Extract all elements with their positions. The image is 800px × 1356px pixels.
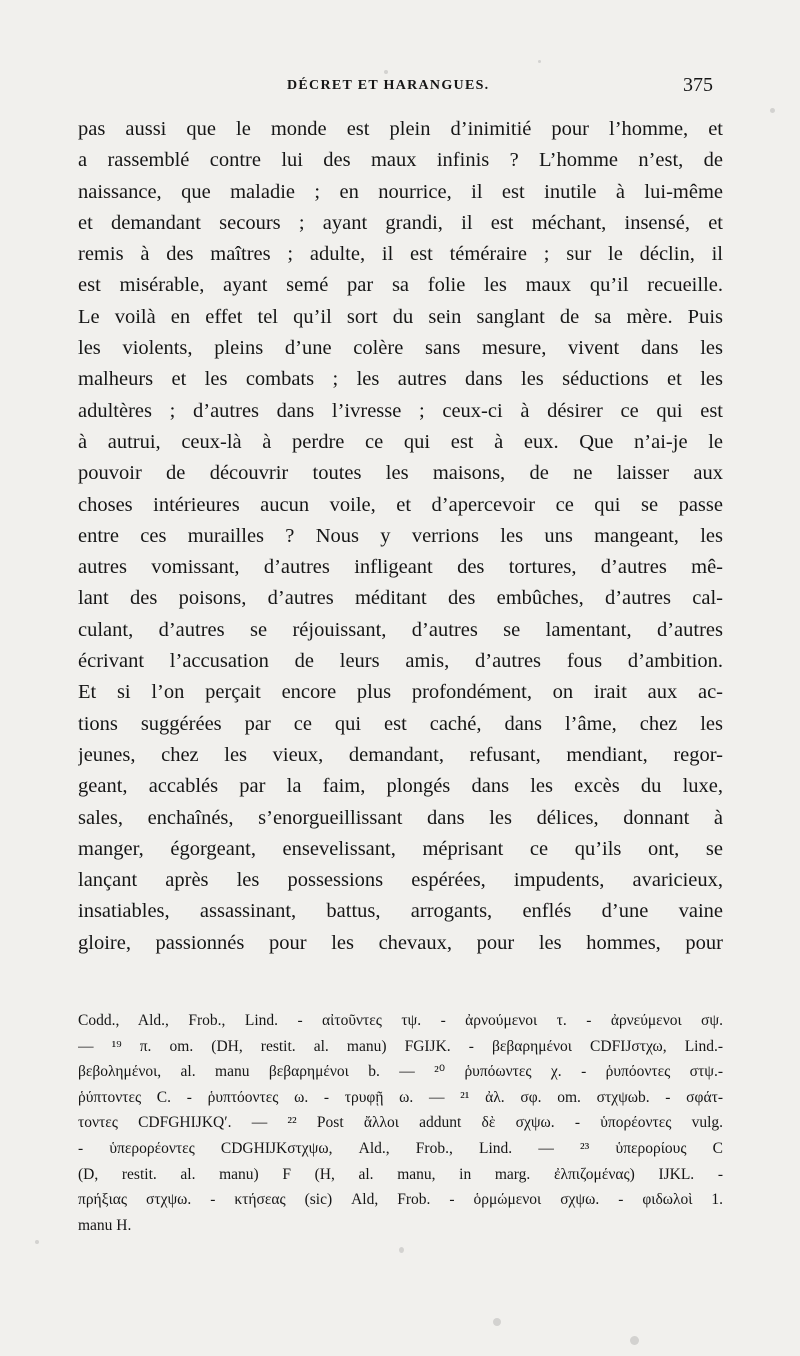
body-line: entre ces murailles ? Nous y verrions les uns mangeant, les <box>78 524 723 547</box>
footnote-line: Codd., Ald., Frob., Lind. - αἰτοῦντες τψ. - ἀρνούμενοι τ. - ἀρνεύμενοι σψ. <box>78 1012 723 1029</box>
body-line: naissance, que maladie ; en nourrice, il est inutile à lui-même <box>78 180 723 203</box>
footnote-line: βεβολημένοι, al. manu βεβαρημένοι b. — ²⁰ ῥυπόωντες χ. - ῥυπόοντες στψ.- <box>78 1063 723 1081</box>
body-text <box>78 114 723 959</box>
footnote-line: (D, restit. al. manu) F (H, al. manu, in marg. ἐλπιζομένας) IJKL. - <box>78 1165 723 1183</box>
body-line: manger, égorgeant, ensevelissant, méprisant ce qu’ils ont, se <box>78 837 723 860</box>
page-number: 375 <box>683 74 713 96</box>
footnote-line: — ¹⁹ π. om. (DH, restit. al. manu) FGIJK. - βεβαρημένοι CDFIJστχω, Lind.- <box>78 1037 723 1055</box>
footnotes <box>78 1008 723 1238</box>
paper-speck <box>493 1318 501 1326</box>
body-line: jeunes, chez les vieux, demandant, refusant, mendiant, regor- <box>78 743 723 766</box>
body-line: les violents, pleins d’une colère sans mesure, vivent dans les <box>78 337 723 360</box>
footnote-line: ῥύπτοντες C. - ῥυπτόοντες ω. - τρυφῇ ω. — ²¹ ἀλ. σφ. om. στχψωb. - σφάτ- <box>78 1088 723 1106</box>
body-line: culant, d’autres se réjouissant, d’autres se lamentant, d’autres <box>78 618 723 641</box>
body-line: insatiables, assassinant, battus, arrogants, enflés d’une vaine <box>78 900 723 923</box>
body-line: pas aussi que le monde est plein d’inimitié pour l’homme, et <box>78 118 723 140</box>
paper-speck <box>35 1240 39 1244</box>
footnote-line: manu H. <box>78 1216 132 1234</box>
body-line: Le voilà en effet tel qu’il sort du sein sanglant de sa mère. Puis <box>78 305 723 328</box>
body-line: tions suggérées par ce qui est caché, dans l’âme, chez les <box>78 712 723 735</box>
body-line: lançant après les possessions espérées, impudents, avaricieux, <box>78 869 723 892</box>
body-line: malheurs et les combats ; les autres dans les séductions et les <box>78 368 723 391</box>
body-line: adultères ; d’autres dans l’ivresse ; ceux-ci à désirer ce qui est <box>78 399 723 422</box>
body-line: Et si l’on perçait encore plus profondément, on irait aux ac- <box>78 681 723 704</box>
body-line: choses intérieures aucun voile, et d’apercevoir ce qui se passe <box>78 493 723 516</box>
body-line: est misérable, ayant semé par sa folie les maux qu’il recueille. <box>78 274 723 297</box>
running-title: DÉCRET ET HARANGUES. <box>287 78 490 93</box>
body-line: sales, enchaînés, s’enorgueillissant dans les délices, donnant à <box>78 806 723 829</box>
body-line: pouvoir de découvrir toutes les maisons, de ne laisser aux <box>78 462 723 485</box>
paper-speck <box>770 108 775 113</box>
body-line: et demandant secours ; ayant grandi, il est méchant, insensé, et <box>78 211 723 234</box>
body-line: remis à des maîtres ; adulte, il est téméraire ; sur le déclin, il <box>78 243 723 266</box>
body-line: autres vomissant, d’autres infligeant des tortures, d’autres mê- <box>78 556 723 579</box>
paper-speck <box>630 1336 639 1345</box>
body-line: a rassemblé contre lui des maux infinis ? L’homme n’est, de <box>78 149 723 172</box>
footnote-line: πρήξιας στχψω. - κτήσεας (sic) Ald, Frob. - ὁρμώμενοι σχψω. - φιδωλοὶ 1. <box>78 1191 723 1209</box>
body-line: à autrui, ceux-là à perdre ce qui est à eux. Que n’ai-je le <box>78 430 723 453</box>
body-line: lant des poisons, d’autres méditant des embûches, d’autres cal- <box>78 587 723 610</box>
running-head <box>0 72 800 102</box>
paper-speck <box>399 1247 404 1253</box>
body-line: geant, accablés par la faim, plongés dans les excès du luxe, <box>78 775 723 798</box>
paper-speck <box>384 70 388 74</box>
footnote-line: - ὑπερορέοντες CDGHIJKστχψω, Ald., Frob., Lind. — ²³ ὑπερορίους C <box>78 1139 723 1157</box>
footnote-line: τοντες CDFGHIJKQ′. — ²² Post ἄλλοι addunt δὲ σχψω. - ὑπορέοντες vulg. <box>78 1114 723 1132</box>
body-line: gloire, passionnés pour les chevaux, pour les hommes, pour <box>78 931 723 954</box>
body-line: écrivant l’accusation de leurs amis, d’autres fous d’ambition. <box>78 650 723 673</box>
paper-speck <box>538 60 541 63</box>
